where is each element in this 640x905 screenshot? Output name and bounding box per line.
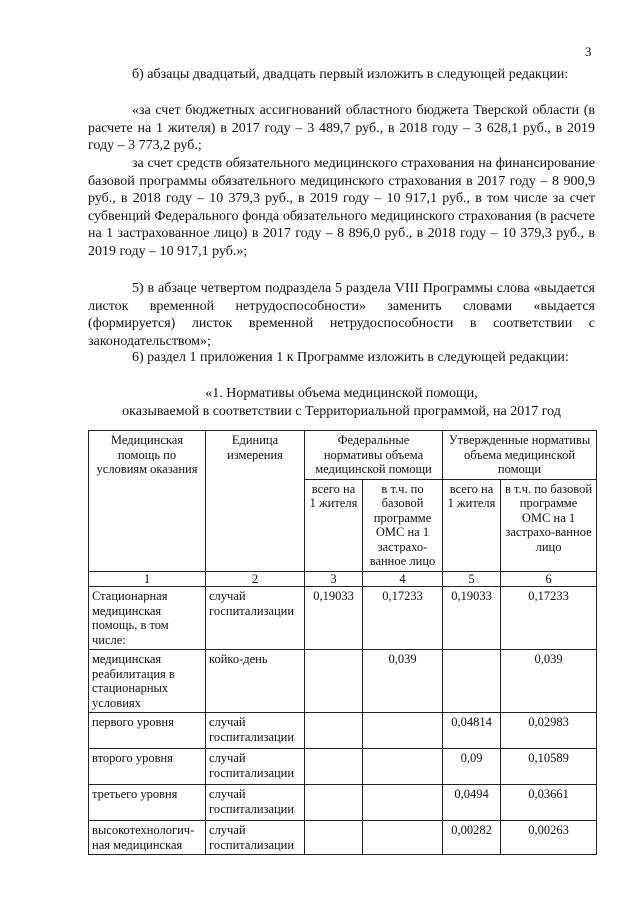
row-federal-per-resident	[305, 749, 363, 785]
column-index: 2	[206, 571, 305, 587]
row-unit: случай госпитализации	[206, 713, 305, 749]
table-row	[89, 785, 597, 821]
column-index: 4	[363, 571, 443, 587]
header-federal-per-resident: всего на 1 жителя	[305, 479, 363, 571]
row-unit: койко-день	[206, 650, 305, 713]
row-unit: случай госпитализации	[206, 821, 305, 855]
table-row	[89, 749, 597, 785]
table-row	[89, 650, 597, 713]
header-federal-per-insured: в т.ч. по базовой программе ОМС на 1 застрахо-ванное лицо	[363, 479, 443, 571]
column-index: 5	[443, 571, 501, 587]
paragraph-regional-budget: «за счет бюджетных ассигнований областного бюджета Тверской области (в расчете на 1 жителя) в 2017 году – 3 489,7 руб., в 2018 году – 3 628,1 руб., в 2019 году – 3 773,2 руб.;	[88, 103, 595, 154]
row-approved-per-insured: 0,10589	[501, 749, 597, 785]
row-condition: второго уровня	[89, 749, 206, 785]
row-approved-per-insured: 0,17233	[501, 587, 597, 650]
row-federal-per-resident	[305, 785, 363, 821]
header-approved-norms: Утвержденные нормативы объема медицинской помощи	[443, 431, 597, 480]
row-federal-per-insured	[363, 713, 443, 749]
table-row	[89, 587, 597, 650]
row-federal-per-resident	[305, 821, 363, 855]
row-federal-per-insured	[363, 749, 443, 785]
norms-table	[88, 430, 597, 855]
row-federal-per-insured: 0,039	[363, 650, 443, 713]
table-title-line2: оказываемой в соответствии с Территориальной программой, на 2017 год	[122, 404, 561, 419]
row-unit: случай госпитализации	[206, 785, 305, 821]
header-approved-per-insured: в т.ч. по базовой программе ОМС на 1 застрахо-ванное лицо	[501, 479, 597, 571]
header-unit: Единица измерения	[206, 431, 305, 572]
page-number: 3	[585, 44, 592, 59]
row-approved-per-resident	[443, 650, 501, 713]
row-condition: третьего уровня	[89, 785, 206, 821]
header-federal-norms: Федеральные нормативы объема медицинской помощи	[305, 431, 443, 480]
row-condition: Стационарная медицинская помощь, в том числе:	[89, 587, 206, 650]
table-title-line1: «1. Нормативы объема медицинской помощи,	[205, 386, 478, 401]
row-federal-per-insured: 0,17233	[363, 587, 443, 650]
row-approved-per-insured: 0,03661	[501, 785, 597, 821]
paragraph-b-heading: б) абзацы двадцатый, двадцать первый изложить в следующей редакции:	[132, 67, 569, 82]
row-condition: высокотехнологич-ная медицинская	[89, 821, 206, 855]
row-approved-per-insured: 0,039	[501, 650, 597, 713]
table-row	[89, 713, 597, 749]
row-unit: случай госпитализации	[206, 749, 305, 785]
row-condition: медицинская реабилитация в стационарных условиях	[89, 650, 206, 713]
table-row	[89, 821, 597, 855]
column-index: 1	[89, 571, 206, 587]
row-approved-per-resident: 0,04814	[443, 713, 501, 749]
row-federal-per-resident: 0,19033	[305, 587, 363, 650]
row-approved-per-resident: 0,0494	[443, 785, 501, 821]
column-index: 3	[305, 571, 363, 587]
row-federal-per-insured	[363, 821, 443, 855]
row-approved-per-resident: 0,00282	[443, 821, 501, 855]
paragraph-oms-funding: за счет средств обязательного медицинского страхования на финансирование базовой программы обязательного медицинского страхования в 2017 году – 8 900,9 руб., в 2018 году – 10 379,3 руб., в 2019 году – 10 917,1 руб., в том числе за счет субвенций Федерального фонда обязательного медицинского страхования (в расчете на 1 застрахованное лицо) в 2017 году – 8 896,0 руб., в 2018 году – 10 379,3 руб., в 2019 году – 10 917,1 руб.»;	[88, 156, 595, 259]
row-condition: первого уровня	[89, 713, 206, 749]
header-condition: Медицинская помощь по условиям оказания	[89, 431, 206, 572]
paragraph-item-5: 5) в абзаце четвертом подраздела 5 раздела VIII Программы слова «выдается листок временной нетрудоспособности» заменить словами «выдается (формируется) листок временной нетрудоспособности в соответствии с законодательством»;	[88, 281, 595, 349]
row-approved-per-insured: 0,00263	[501, 821, 597, 855]
paragraph-item-6: 6) раздел 1 приложения 1 к Программе изложить в следующей редакции:	[132, 350, 569, 365]
column-index: 6	[501, 571, 597, 587]
header-approved-per-resident: всего на 1 жителя	[443, 479, 501, 571]
row-approved-per-resident: 0,09	[443, 749, 501, 785]
row-unit: случай госпитализации	[206, 587, 305, 650]
row-approved-per-insured: 0,02983	[501, 713, 597, 749]
row-federal-per-insured	[363, 785, 443, 821]
row-approved-per-resident: 0,19033	[443, 587, 501, 650]
row-federal-per-resident	[305, 650, 363, 713]
row-federal-per-resident	[305, 713, 363, 749]
